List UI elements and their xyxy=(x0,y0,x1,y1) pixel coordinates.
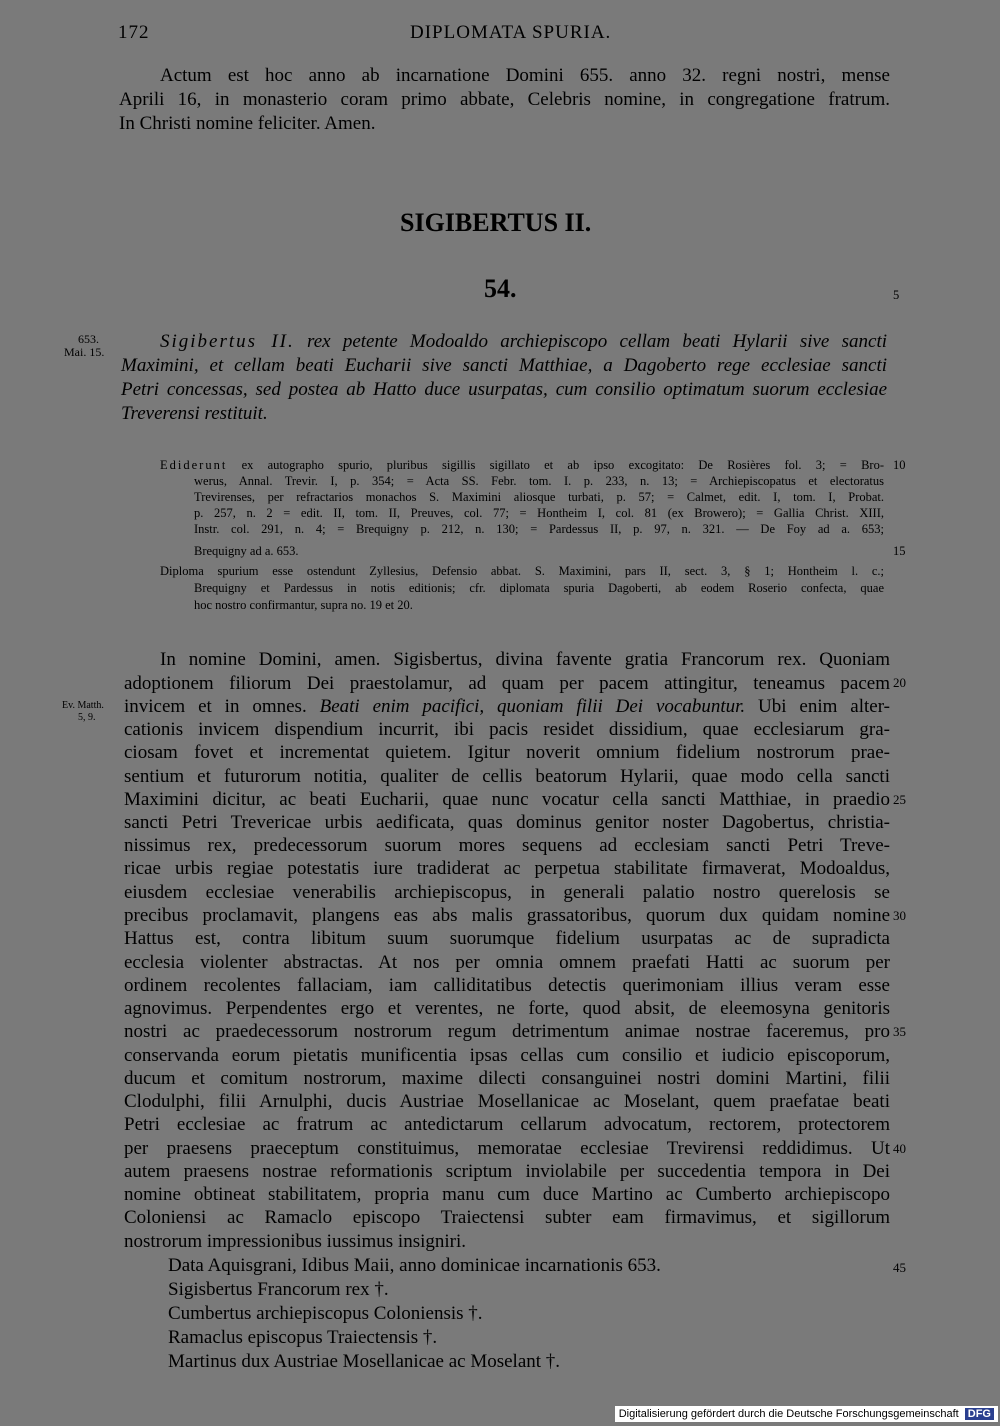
text-line-3-c: Ubi enim alter- xyxy=(758,696,890,717)
note-line-1-text: ex autographo spurio, pluribus sigillis sigillato et ab ipso excogitato: De Rosières fol. 3; = Bro- xyxy=(241,458,884,472)
text-line-3-quote: Beati enim pacifici, quoniam filii Dei vocabuntur. xyxy=(319,696,746,717)
intro-line-1: Actum est hoc anno ab incarnatione Domini 655. anno 32. regni nostri, mense xyxy=(160,65,890,86)
section-title: SIGIBERTUS II. xyxy=(400,208,592,237)
text-line-2: adoptionem filiorum Dei praestolamur, ad quam per pacem attingitur, teneamus pacem xyxy=(124,673,890,694)
footer-text: Digitalisierung gefördert durch die Deutsche Forschungsgemeinschaft xyxy=(618,1408,959,1420)
text-line-23: autem praesens nostrae reformationis scriptum inviolabile per succedentia tempora in Dei xyxy=(124,1161,890,1182)
line-number-15: 15 xyxy=(893,544,906,558)
running-title: DIPLOMATA SPURIA. xyxy=(410,22,612,43)
text-line-19: ducum et comitum nostrorum, maxime dilecti consanguinei nostri domini Martini, filii xyxy=(124,1068,890,1089)
text-line-25: Coloniensi ac Ramaclo episcopo Traiectensi subter eam firmavimus, et sigillorum xyxy=(124,1207,890,1228)
document-number: 54. xyxy=(484,274,517,303)
margin-ref-verse: 5, 9. xyxy=(78,712,96,723)
signature-martinus: Martinus dux Austriae Mosellanicae ac Moselant †. xyxy=(168,1351,561,1372)
text-line-22: per praesens praeceptum constituimus, memoratae ecclesiae Trevirensi reddidimus. Ut xyxy=(124,1138,890,1159)
text-line-24: nomine obtineat stabilitatem, propria manu cum duce Martino ac Cumberto archiepiscopo xyxy=(124,1184,890,1205)
digitization-footer xyxy=(615,1406,998,1422)
text-line-8: sancti Petri Trevericae urbis aedificata, quas dominus genitor noster Dagobertus, christia- xyxy=(124,812,890,833)
dfg-logo: DFG xyxy=(965,1408,994,1420)
text-line-9: nissimus rex, predecessorum suorum mores sequens ad ecclesiam sancti Petri Treve- xyxy=(124,835,890,856)
regest-name: Sigibertus II. xyxy=(160,331,295,352)
regest-line-1-text: rex petente Modoaldo archiepiscopo cellam beati Hylarii sive sancti xyxy=(307,331,888,352)
note-line-9: hoc nostro confirmantur, supra no. 19 et 20. xyxy=(194,598,413,612)
text-line-1: In nomine Domini, amen. Sigisbertus, divina favente gratia Francorum rex. Quoniam xyxy=(160,649,890,670)
regest-line-3: Petri concessas, sed postea ab Hatto duce usurpatas, cum consilio optimatum suorum ecclesiae xyxy=(121,379,887,400)
regest-line-4: Treverensi restituit. xyxy=(121,403,268,424)
page-number: 172 xyxy=(118,22,150,43)
line-number-10: 10 xyxy=(893,458,906,472)
note-line-2: werus, Annal. Trevir. I, p. 354; = Acta SS. Febr. tom. I. p. 233, n. 13; = Archiepiscopatus et electoratus xyxy=(194,474,884,488)
text-line-18: conservanda eorum pietatis munificentia ipsas cellas cum consilio et iudicio episcoporum, xyxy=(124,1045,890,1066)
margin-date-year: 653. xyxy=(78,332,99,346)
text-line-15: ordinem recolentes fallaciam, iam calliditatibus detectis querimoniam illius veram esse xyxy=(124,975,890,996)
text-line-3 xyxy=(124,695,890,718)
signature-cumbertus: Cumbertus archiepiscopus Coloniensis †. xyxy=(168,1303,483,1324)
line-number-40: 40 xyxy=(893,1141,906,1156)
text-line-3-a: invicem et in omnes. xyxy=(124,696,307,717)
margin-ref-book: Ev. Matth. xyxy=(62,700,104,711)
note-line-8: Brequigny et Pardessus in notis editionis; cfr. diplomata spuria Dagoberti, ab eodem Roserio confecta, quae xyxy=(194,581,884,595)
line-number-45: 45 xyxy=(893,1260,906,1275)
regest-line-1 xyxy=(160,330,887,353)
dating-clause: Data Aquisgrani, Idibus Maii, anno dominicae incarnationis 653. xyxy=(168,1255,661,1276)
note-line-3: Trevirenses, per refractarios monachos S. Maximini aliosque turbati, p. 57; = Calmet, edit. I, tom. I, Probat. xyxy=(194,490,884,504)
note-lead: Ediderunt xyxy=(160,458,228,472)
note-line-1 xyxy=(160,458,884,474)
text-line-20: Clodulphi, filii Arnulphi, ducis Austriae Mosellanicae ac Moselant, quem praefatae beati xyxy=(124,1091,890,1112)
note-line-7: Diploma spurium esse ostendunt Zyllesius, Defensio abbat. S. Maximini, pars II, sect. 3, § 1; Hontheim l. c.; xyxy=(160,564,884,578)
text-line-11: eiusdem ecclesiae venerabilis archiepiscopus, in generali palatio nostro querelosis se xyxy=(124,882,890,903)
text-line-16: agnovimus. Perpendentes ergo et verentes, ne forte, quod absit, de eleemosyna genitoris xyxy=(124,998,890,1019)
text-line-7: Maximini dicitur, ac beati Eucharii, quae nunc vocatur cella sancti Matthiae, in praedio xyxy=(124,789,890,810)
margin-date-day: Mai. 15. xyxy=(64,345,105,359)
text-line-12: precibus proclamavit, plangens eas abs malis grassatoribus, quorum dux quidam nomine xyxy=(124,905,890,926)
line-number-35: 35 xyxy=(893,1024,906,1039)
text-line-6: sentium et futurorum notitia, qualiter de cellis beatorum Hylarii, quae modo cella sancti xyxy=(124,766,890,787)
intro-line-2: Aprili 16, in monasterio coram primo abbate, Celebris nomine, in congregatione fratrum. xyxy=(119,89,890,110)
text-line-17: nostri ac praedecessorum nostrorum regum detrimentum animae nostrae faceremus, pro xyxy=(124,1021,890,1042)
regest-line-2: Maximini, et cellam beati Eucharii sive sancti Matthiae, a Dagoberto rege ecclesiae sancti xyxy=(121,355,887,376)
note-line-4: p. 257, n. 2 = edit. II, tom. II, Preuves, col. 77; = Hontheim I, col. 81 (ex Browero); = Gallia Christ. XIII, xyxy=(194,506,884,520)
text-line-14: ecclesia violenter abstractas. At nos per omnia omnem praefati Hatti ac suorum per xyxy=(124,952,890,973)
intro-line-3: In Christi nomine feliciter. Amen. xyxy=(119,113,376,134)
line-number-20: 20 xyxy=(893,675,906,690)
line-number-25: 25 xyxy=(893,792,906,807)
note-line-5: Instr. col. 291, n. 4; = Brequigny p. 212, n. 130; = Pardessus II, p. 97, n. 321. — De Foy ad a. 653; xyxy=(194,522,884,536)
text-line-21: Petri ecclesiae ac fratrum ac antedictarum cellarum advocatum, rectorem, protectorem xyxy=(124,1114,890,1135)
text-line-10: ricae urbis regiae potestatis iure tradiderat ac perpetua stabilitate firmaverat, Modoaldus, xyxy=(124,858,890,879)
text-line-26: nostrorum impressionibus iussimus insigniri. xyxy=(124,1231,467,1252)
text-line-13: Hattus est, contra libitum suum suorumque fidelium usurpatas ac de supradicta xyxy=(124,928,890,949)
signature-ramaclus: Ramaclus episcopus Traiectensis †. xyxy=(168,1327,438,1348)
text-line-4: cationis invicem dispendium incurrit, ibi pacis residet dissidium, quae ecclesiarum gra- xyxy=(124,719,890,740)
line-number-5: 5 xyxy=(893,288,900,302)
text-line-5: ciosam fovet et incrementat quietem. Igitur noverit omnium fidelium nostrorum prae- xyxy=(124,742,890,763)
note-line-6: Brequigny ad a. 653. xyxy=(194,544,299,558)
signature-sigisbertus: Sigisbertus Francorum rex †. xyxy=(168,1279,389,1300)
line-number-30: 30 xyxy=(893,908,906,923)
